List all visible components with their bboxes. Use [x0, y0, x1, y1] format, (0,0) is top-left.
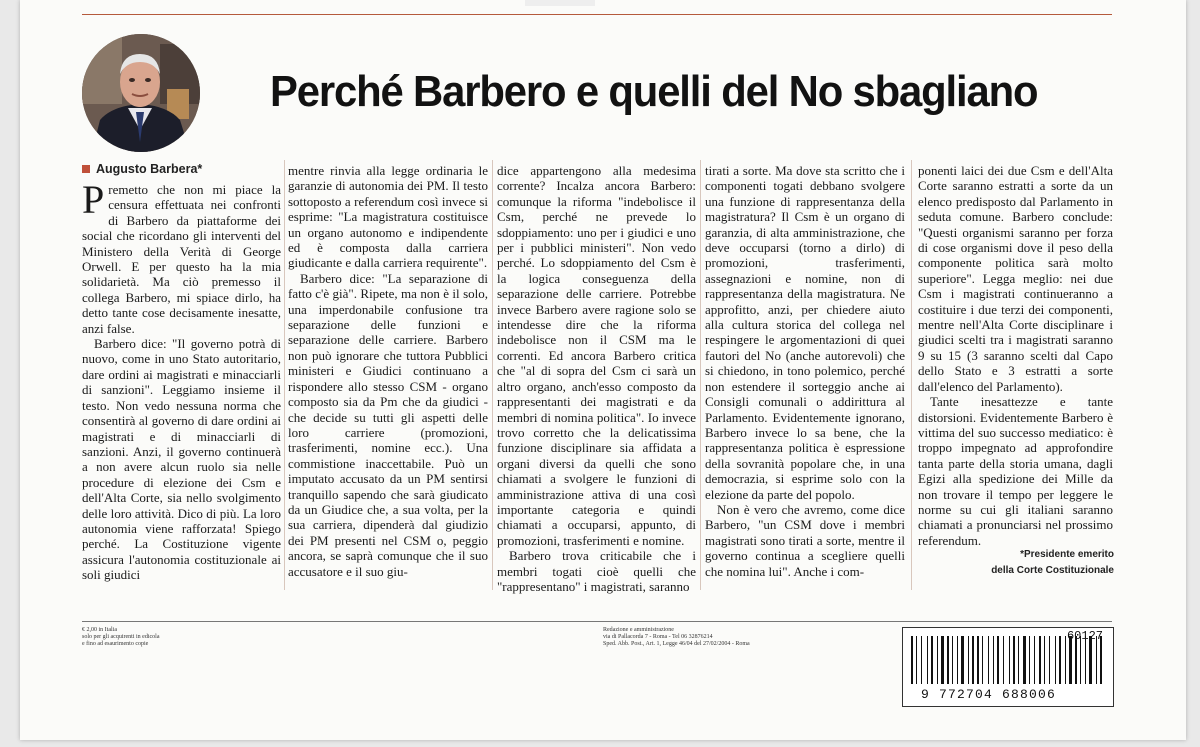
barcode-bar — [982, 636, 983, 684]
author-name: Augusto Barbera* — [96, 162, 203, 176]
editorial-line: via di Pallacorda 7 - Roma - Tel 06 32876214 — [603, 634, 713, 640]
article-column-1 — [82, 177, 281, 583]
barcode-bar — [968, 636, 969, 684]
barcode-bar — [1018, 636, 1019, 684]
article-column-3 — [497, 163, 696, 594]
top-tab — [525, 0, 595, 6]
article-column-4 — [705, 163, 905, 579]
author-portrait — [82, 34, 200, 152]
price-line: € 2,00 in Italia — [82, 627, 117, 633]
barcode-bar — [1059, 636, 1061, 684]
barcode-bar — [916, 636, 917, 684]
barcode-bar — [957, 636, 958, 684]
author-footnote — [980, 547, 1114, 579]
barcode-bar — [988, 636, 989, 684]
column-divider — [492, 160, 493, 590]
barcode-bar — [1013, 636, 1015, 684]
top-rule — [82, 14, 1112, 15]
paragraph: tirati a sorte. Ma dove sta scritto che i componenti togati debbano svolgere una funzione di rappresentanza della magistratura? Il Csm è un organo di garanzia, di alta amministrazione, che deve occuparsi (torno a dirlo) di promozioni, trasferimenti, assegnazioni e nomine, non di rappresentanza della magistratura. Ne approfitto, anzi, per chiedere aiuto alla cultura storica del collega nel respingere le argomentazioni di quei fautori del No (anche autorevoli) che si chiedono, in tono polemico, perché non estendere il sorteggio anche ai Consigli comunali o addirittura al Parlamento. Evidentemente ignorano, Barbero invece lo sa bene, che la rappresentanza politica è espressione della sovranità popolare che, in una democrazia, si esprime solo con la elezione da parte del popolo. — [705, 163, 905, 502]
paragraph: Barbero dice: "Il governo potrà di nuovo, come in uno Stato autoritario, dare ordini ai magistrati e minacciarli di sanzioni". Leggiamo insieme il testo. Non vedo nessuna norma che consentirà al governo di dare ordini ai magistrati e di minacciarli di sanzioni. Anzi, il governo continuerà a non avere alcun ruolo sia nelle procedure di elezione dei Csm e dell'Alta Corte, sia nello svolgimento delle loro attività. Dico di più. La loro autonomia viene rafforzata! Spiego perché. La Costituzione vigente assicura l'autonomia costituzionale ai soli giudici — [82, 336, 281, 583]
footnote-line: *Presidente emerito — [1020, 549, 1114, 560]
barcode-bar — [997, 636, 999, 684]
editorial-info — [603, 627, 750, 648]
barcode-bar — [1039, 636, 1041, 684]
barcode-bar — [1065, 636, 1066, 684]
price-info — [82, 627, 159, 648]
paragraph-text: remetto che non mi piace la censura effettuata nei confronti di Barbero da piattaforme dei social che ricordano gli interventi del Ministero della Verità di George Orwell. E per questo ha la mia solidarietà. Ma ciò premesso il collega Barbero, mi spiace dirlo, ha detto tante cose decisamente inesatte, anzi false. — [82, 182, 281, 336]
paragraph: Non è vero che avremo, come dice Barbero, "un CSM dove i membri magistrati sono tirati a sorte, mentre il governo continua a scegliere quelli che nomina lui". Anche i com- — [705, 501, 905, 579]
barcode-bar — [1023, 636, 1026, 684]
barcode-bar — [1096, 636, 1097, 684]
column-divider — [284, 160, 285, 590]
barcode-bar — [1089, 636, 1092, 684]
article-column-5 — [918, 163, 1113, 548]
barcode-bar — [1080, 636, 1081, 684]
byline — [82, 162, 202, 176]
barcode-bar — [1034, 636, 1035, 684]
footnote-line: della Corte Costituzionale — [991, 565, 1114, 576]
barcode-bar — [993, 636, 994, 684]
barcode-bar — [977, 636, 979, 684]
column-divider — [911, 160, 912, 590]
barcode-bar — [911, 636, 913, 684]
paragraph: dice appartengono alla medesima corrente? Incalza ancora Barbero: comunque la riforma "indebolisce il Csm, perché ne prevede lo sdoppiamento: uno per i giudici e uno per i pubblici ministeri". Non vedo perché. Lo sdoppiamento del Csm è la logica conseguenza della separazione delle carriere. Potrebbe invece Barbero avere ragione solo se intendesse dire che la riforma indebolisce non il CSM ma le correnti. Ed ancora Barbero critica che "al di sopra del Csm ci sarà un altro organo, anch'esso composto da rappresentanti dei magistrati e da membri di nomina politica". Io invece trovo corretto che la delicatissima funzione disciplinare sia affidata a organi diversi da quelli che sono chiamati a svolgere le funzioni di amministrazione attiva di una così importante categoria e quindi chiamati a occuparsi, appunto, di promozioni, trasferimenti e nomine. — [497, 163, 696, 548]
paragraph: Tante inesattezze e tante distorsioni. Evidentemente Barbero è vittima del suo successo mediatico: è troppo impegnato ad approfondire tanta parte della storia umana, dagli Egizi alla spedizione dei Mille da non trovare il tempo per leggere le norme su cui gli italiani saranno chiamati a pronunciarsi nel prossimo referendum. — [918, 394, 1113, 548]
barcode-bar — [931, 636, 933, 684]
price-line: solo per gli acquirenti in edicola — [82, 634, 160, 640]
barcode-bar — [941, 636, 944, 684]
article-column-2 — [288, 163, 488, 579]
bottom-rule — [82, 621, 1112, 622]
paragraph: Barbero trova criticabile che i membri togati cioè quelli che "rappresentano" i magistrati, saranno — [497, 548, 696, 594]
paragraph: ponenti laici dei due Csm e dell'Alta Corte saranno estratti a sorte da un elenco predisposto dal Parlamento in seduta comune. Barbero conclude: "Questi organismi saranno per forza di cose organismi dove il peso della componente politica sarà molto superiore". Legga meglio: nei due Csm i magistrati continueranno a costituire i due terzi dei componenti, mentre nell'Alta Corte disciplinare i giudici scelti tra i magistrati saranno 9 su 15 (3 saranno scelti dal Capo dello Stato e 3 estratti a sorte dall'elenco del Parlamento). — [918, 163, 1113, 394]
barcode-bar — [1075, 636, 1077, 684]
barcode-bar — [1044, 636, 1045, 684]
paragraph: mentre rinvia alla legge ordinaria le garanzie di autonomia dei PM. Il testo sottoposto a referendum così invece si esprime: "La magistratura costituisce un organo autonomo e indipendente ed è composta dalla carriera giudicante e dalla carriera requirente". — [288, 163, 488, 271]
newspaper-page — [20, 0, 1186, 740]
paragraph: Barbero dice: "La separazione di fatto c'è già". Ripete, ma non è il solo, una imperdonabile confusione tra separazione delle funzioni e separazione delle carriere. Barbero non può ignorare che tuttora Pubblici ministeri e Giudici continuano a rispondere allo stesso CSM - organo composto sia da Pm che da giudici - che decide su tutti gli aspetti delle loro carriere (promozioni, trasferimenti, nomine ecc.). Una commistione inaccettabile. Può un imputato accusato da un PM sentirsi tranquillo sapendo che sarà giudicato da un Giudice che, a sua volta, per la sua carriera, dipenderà dal giudizio dei PM presenti nel CSM o, peggio ancora, se saprà comunque che il suo accusatore e il suo giu- — [288, 270, 488, 579]
barcode-bar — [1009, 636, 1010, 684]
barcode-bar — [1029, 636, 1030, 684]
barcode-bar — [961, 636, 964, 684]
paragraph — [82, 177, 281, 336]
headline: Perché Barbero e quelli del No sbagliano — [270, 67, 1038, 116]
barcode-bar — [1055, 636, 1056, 684]
barcode-bar — [947, 636, 949, 684]
barcode-bar — [952, 636, 953, 684]
barcode-bar — [1003, 636, 1004, 684]
barcode-number: 9 772704 688006 — [921, 687, 1057, 702]
barcode-bar — [1049, 636, 1050, 684]
byline-marker — [82, 165, 90, 173]
barcode-bar — [1100, 636, 1102, 684]
barcode-bar — [921, 636, 922, 684]
editorial-line: Sped. Abb. Post., Art. 1, Legge 46/04 del 27/02/2004 - Roma — [603, 641, 750, 647]
editorial-line: Redazione e amministrazione — [603, 627, 674, 633]
column-divider — [700, 160, 701, 590]
barcode-issue-code: 60127 — [1066, 629, 1103, 643]
barcode-bar — [927, 636, 928, 684]
barcode-bar — [1085, 636, 1086, 684]
barcode — [902, 627, 1114, 707]
barcode-bar — [1069, 636, 1072, 684]
barcode-bar — [972, 636, 974, 684]
price-line: e fino ad esaurimento copie — [82, 641, 149, 647]
drop-cap: P — [82, 177, 105, 222]
barcode-bar — [937, 636, 938, 684]
